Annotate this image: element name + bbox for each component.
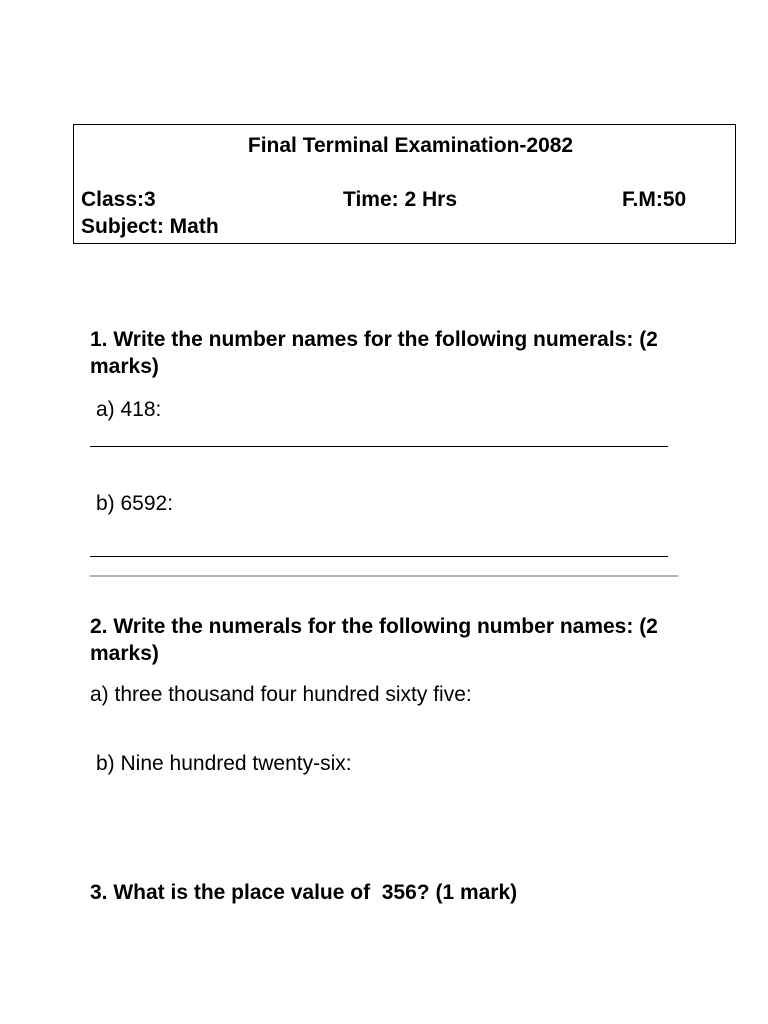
question-1a-answer-line[interactable] <box>90 446 668 447</box>
question-1b-answer-line[interactable] <box>90 556 668 557</box>
section-divider <box>90 575 678 577</box>
time-label: Time: 2 Hrs <box>343 188 457 211</box>
question-1-heading: 1. Write the number names for the following numerals: (2 marks) <box>90 328 658 378</box>
exam-title: Final Terminal Examination-2082 <box>247 134 574 157</box>
full-marks-label: F.M:50 <box>622 188 687 211</box>
question-3-heading: 3. What is the place value of 356? (1 mark) <box>90 881 518 904</box>
question-2b-text: b) Nine hundred twenty-six: <box>96 752 352 775</box>
exam-header-box <box>73 124 736 244</box>
subject-label: Subject: Math <box>81 215 219 238</box>
class-label: Class:3 <box>81 188 156 211</box>
question-1a-text: a) 418: <box>96 398 162 421</box>
question-2-heading: 2. Write the numerals for the following number names: (2 marks) <box>90 615 658 665</box>
question-2a-text: a) three thousand four hundred sixty five: <box>90 683 472 706</box>
question-1b-text: b) 6592: <box>96 492 174 515</box>
